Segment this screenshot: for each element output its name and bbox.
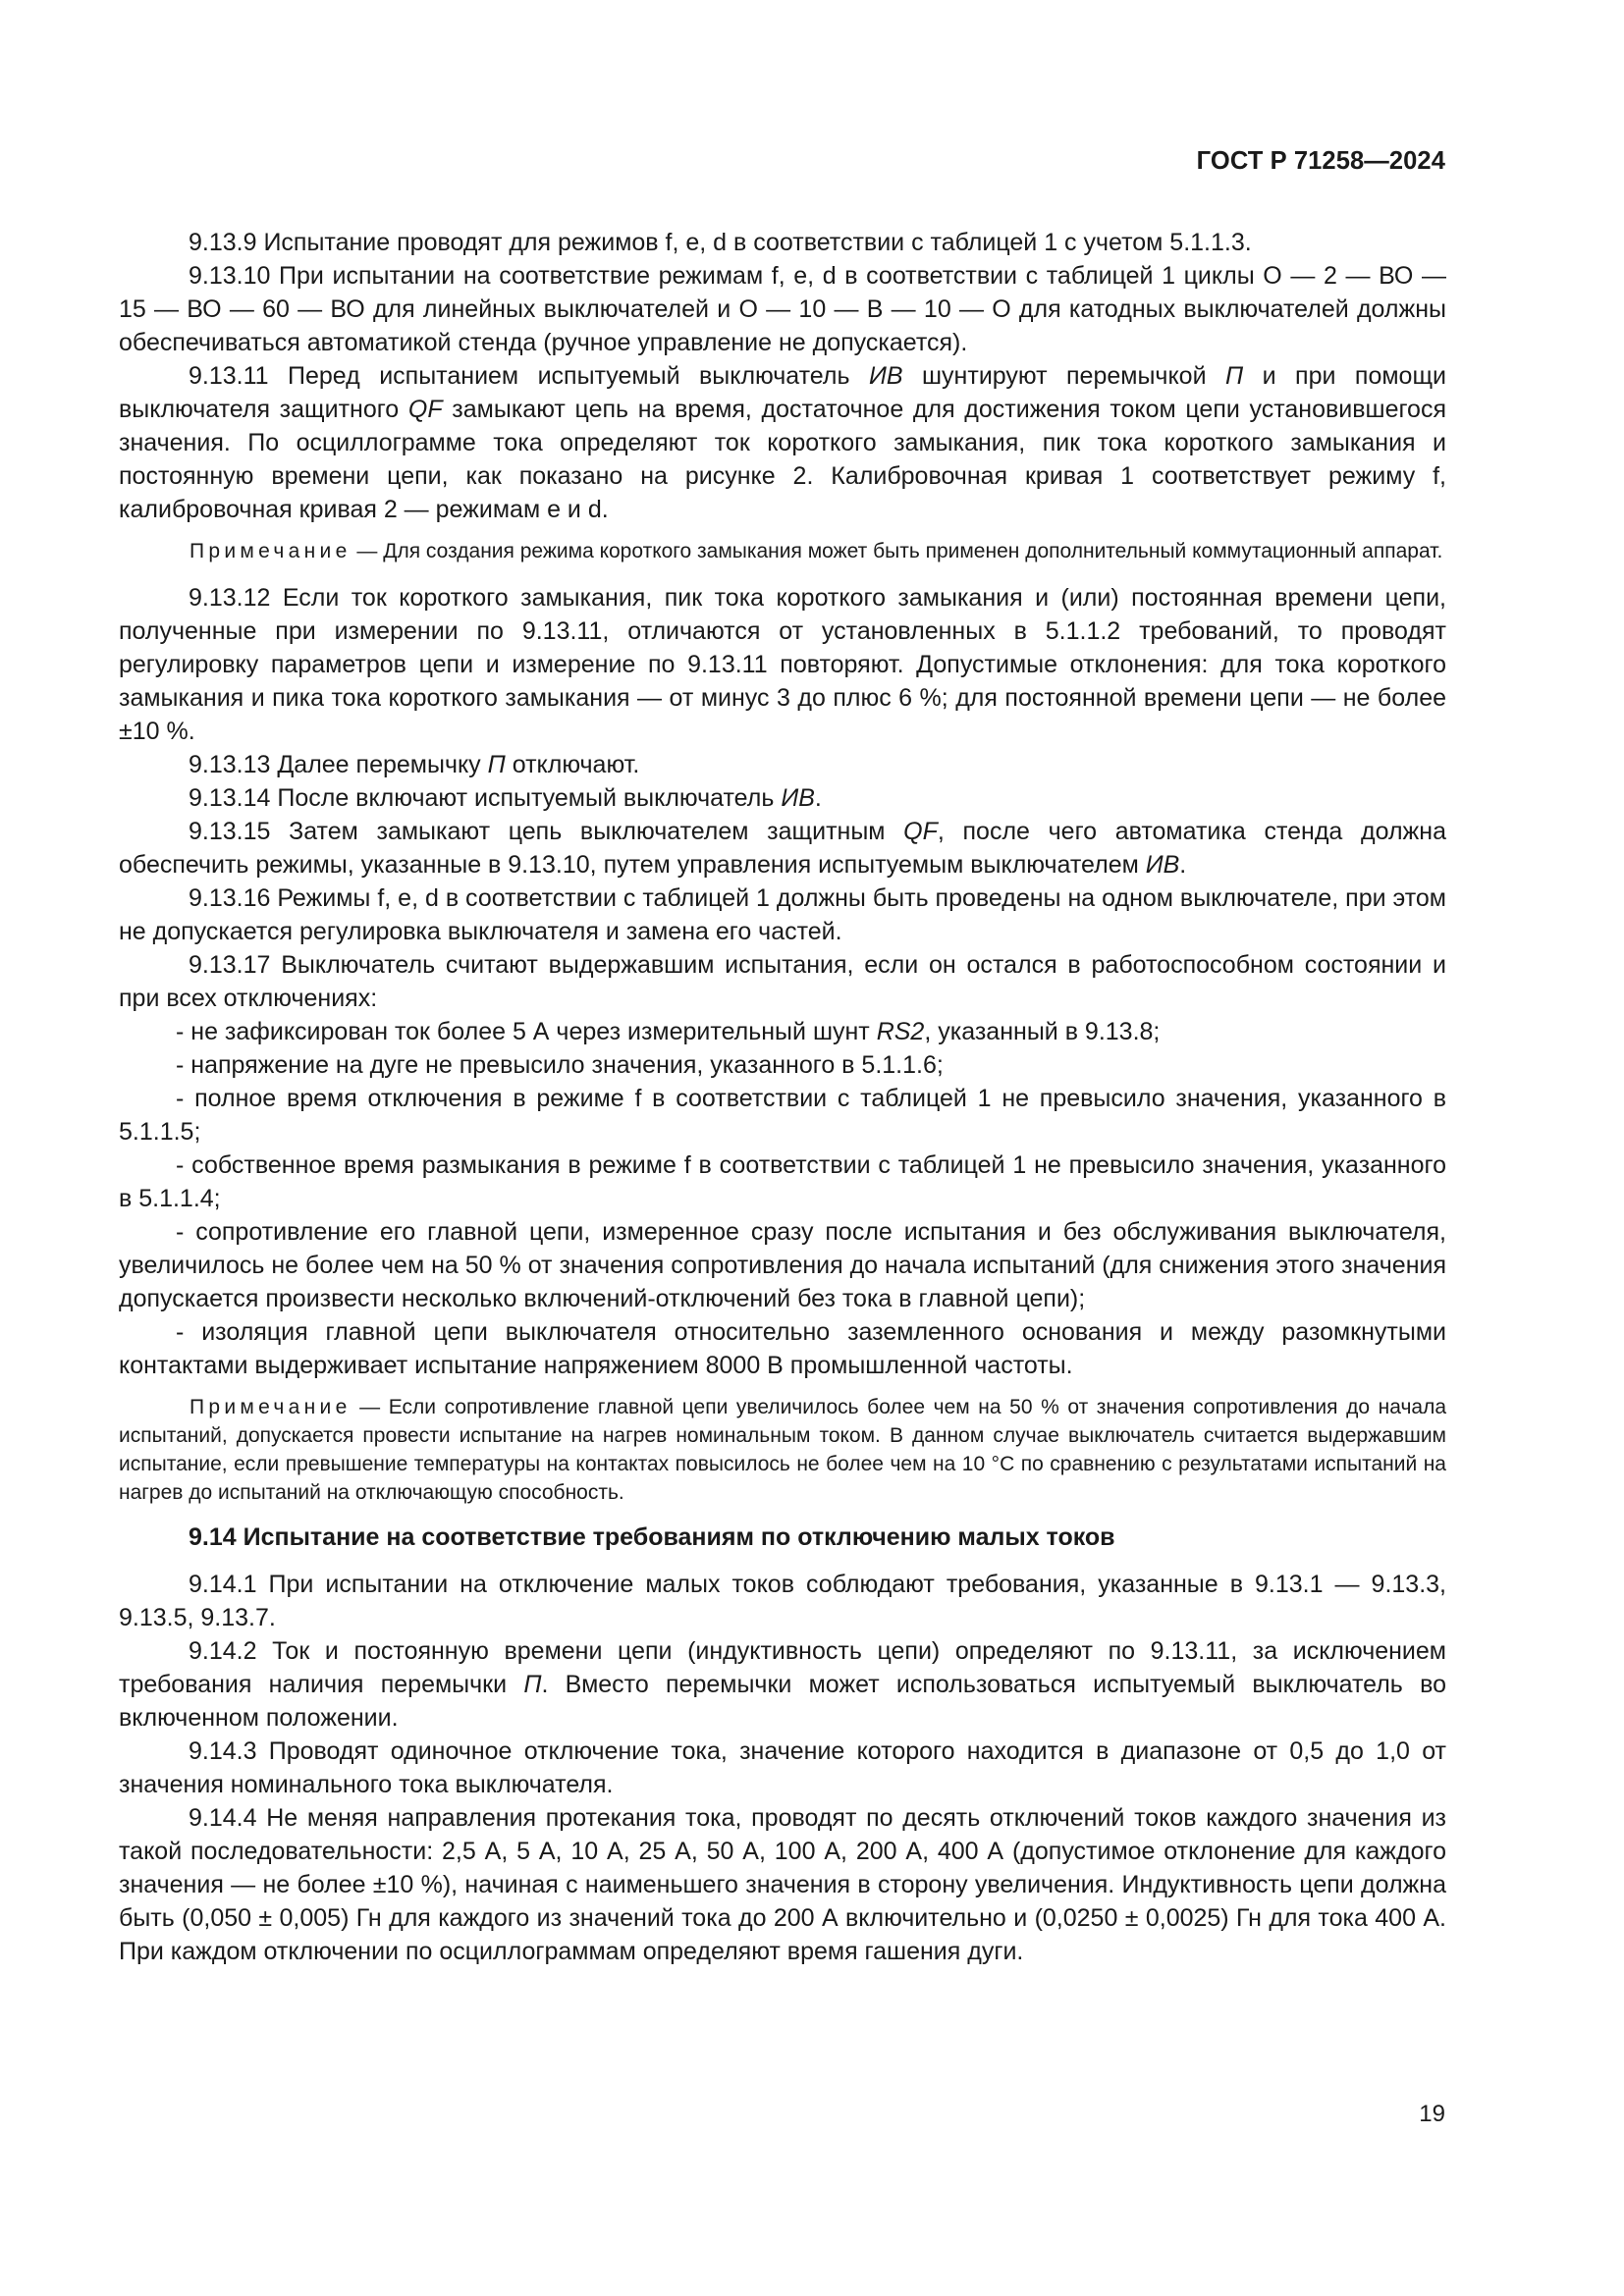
- designation-p: П: [1225, 362, 1244, 390]
- note-label: Примечание: [189, 1396, 352, 1418]
- paragraph-9-14-4: 9.14.4 Не меняя направления протекания тока, проводят по десять отключений токов каждого значения из такой последовательности: 2,5 А, 5 А, 10 А, 25 А, 50 А, 100 А, 200 А, 400 А (допустимое отклонение для каждого значения — не более ±10 %), начиная с наименьшего значения в сторону увеличения. Индуктивность цепи должна быть (0,050 ± 0,005) Гн для каждого из значений тока до 200 А включительно и (0,0250 ± 0,0025) Гн для тока 400 А. При каждом отключении по осциллограммам определяют время гашения дуги.: [119, 1804, 1446, 1965]
- list-item: - собственное время размыкания в режиме f в соответствии с таблицей 1 не превысило значения, указанного в 5.1.1.4;: [119, 1151, 1446, 1212]
- text-run: , после чего автоматика стенда должна обеспечить режимы, указанные в 9.13.10, путем управления испытуемым выключателем: [119, 818, 1446, 879]
- designation-qf: QF: [407, 396, 443, 423]
- paragraph-9-13-9: 9.13.9 Испытание проводят для режимов f, е, d в соответствии с таблицей 1 с учетом 5.1.1.3.: [189, 229, 1252, 256]
- text-run: - не зафиксирован ток более 5 А через измерительный шунт: [176, 1018, 877, 1045]
- text-run: шунтируют перемычкой: [902, 362, 1226, 390]
- text-run: 9.13.15 Затем замыкают цепь выключателем защитным: [189, 818, 904, 845]
- designation-p: П: [487, 751, 506, 778]
- designation-rs2: RS2: [876, 1018, 925, 1045]
- text-run: 9.13.13 Далее перемычку: [189, 751, 488, 778]
- list-item: - полное время отключения в режиме f в соответствии с таблицей 1 не превысило значения, указанного в 5.1.1.5;: [119, 1085, 1446, 1146]
- section-title-9-14: 9.14 Испытание на соответствие требованиям по отключению малых токов: [189, 1523, 1115, 1551]
- text-run: отключают.: [505, 751, 640, 778]
- text-run: и при помощи выключателя защитного: [119, 362, 1446, 423]
- page-number: 19: [1419, 2101, 1445, 2127]
- text-run: .: [814, 784, 822, 812]
- paragraph-9-13-10: 9.13.10 При испытании на соответствие режимам f, е, d в соответствии с таблицей 1 циклы О — 2 — ВО — 15 — ВО — 60 — ВО для линейных выключателей и О — 10 — В — 10 — О для катодных выключателей должны обеспечиваться автоматикой стенда (ручное управление не допускается).: [119, 262, 1446, 356]
- text-run: .: [1179, 851, 1187, 879]
- designation-p: П: [523, 1671, 542, 1698]
- text-run: . Вместо перемычки может использоваться испытуемый выключатель во включенном положении.: [119, 1671, 1447, 1732]
- designation-iv: ИВ: [868, 362, 903, 390]
- paragraph-9-13-14: [119, 781, 1446, 815]
- text-run: замыкают цепь на время, достаточное для достижения током цепи установившегося значения. По осциллограмме тока определяют ток короткого замыкания, пик тока короткого замыкания и постоянную времени цепи, как показано на рисунке 2. Калибровочная кривая 1 соответствует режиму f, калибровочная кривая 2 — режимам е и d.: [119, 396, 1446, 523]
- paragraph-9-13-12: 9.13.12 Если ток короткого замыкания, пик тока короткого замыкания и (или) постоянная времени цепи, полученные при измерении по 9.13.11, отличаются от установленных в 5.1.1.2 требований, то проводят регулировку параметров цепи и измерение по 9.13.11 повторяют. Допустимые отклонения: для тока короткого замыкания и пика тока короткого замыкания — от минус 3 до плюс 6 %; для постоянной времени цепи — не более ±10 %.: [119, 584, 1446, 745]
- document-header: ГОСТ Р 71258—2024: [1196, 147, 1445, 175]
- list-item: [119, 1015, 1446, 1048]
- note-1: [119, 537, 1446, 565]
- designation-qf: QF: [903, 818, 938, 845]
- page-content: [119, 226, 1446, 1968]
- note-label: Примечание: [189, 540, 352, 562]
- paragraph-9-14-2: [119, 1634, 1446, 1735]
- paragraph-9-13-16: 9.13.16 Режимы f, е, d в соответствии с таблицей 1 должны быть проведены на одном выключателе, при этом не допускается регулировка выключателя и замена его частей.: [119, 884, 1446, 945]
- paragraph-9-13-17: 9.13.17 Выключатель считают выдержавшим испытания, если он остался в работоспособном состоянии и при всех отключениях:: [119, 951, 1446, 1012]
- text-run: 9.13.14 После включают испытуемый выключатель: [189, 784, 782, 812]
- text-run: 9.13.11 Перед испытанием испытуемый выключатель: [189, 362, 869, 390]
- paragraph-9-14-3: 9.14.3 Проводят одиночное отключение тока, значение которого находится в диапазоне от 0,5 до 1,0 от значения номинального тока выключателя.: [119, 1737, 1446, 1798]
- list-item: - изоляция главной цепи выключателя относительно заземленного основания и между разомкнутыми контактами выдерживает испытание напряжением 8000 В промышленной частоты.: [119, 1318, 1446, 1379]
- text-run: , указанный в 9.13.8;: [924, 1018, 1161, 1045]
- paragraph-9-14-1: 9.14.1 При испытании на отключение малых токов соблюдают требования, указанные в 9.13.1 — 9.13.3, 9.13.5, 9.13.7.: [119, 1571, 1446, 1631]
- note-text: — Для создания режима короткого замыкания может быть применен дополнительный коммутационный аппарат.: [351, 540, 1443, 562]
- designation-iv: ИВ: [1145, 851, 1180, 879]
- paragraph-9-13-13: [119, 748, 1446, 781]
- designation-iv: ИВ: [781, 784, 815, 812]
- paragraph-9-13-11: [119, 359, 1446, 526]
- text-run: 9.14.2 Ток и постоянную времени цепи (индуктивность цепи) определяют по 9.13.11, за исключением требования наличия перемычки: [119, 1637, 1446, 1698]
- note-2: [119, 1393, 1446, 1507]
- list-item: - сопротивление его главной цепи, измеренное сразу после испытания и без обслуживания выключателя, увеличилось не более чем на 50 % от значения сопротивления до начала испытаний (для снижения этого значения допускается произвести несколько включений-отключений без тока в главной цепи);: [119, 1218, 1446, 1312]
- list-item: - напряжение на дуге не превысило значения, указанного в 5.1.1.6;: [176, 1051, 944, 1079]
- note-text: — Если сопротивление главной цепи увеличилось более чем на 50 % от значения сопротивления до начала испытаний, допускается провести испытание на нагрев номинальным током. В данном случае выключатель считается выдержавшим испытание, если превышение температуры на контактах повысилось не более чем на 10 °С по сравнению с результатами испытаний на нагрев до испытаний на отключающую способность.: [119, 1396, 1446, 1504]
- paragraph-9-13-15: [119, 815, 1446, 881]
